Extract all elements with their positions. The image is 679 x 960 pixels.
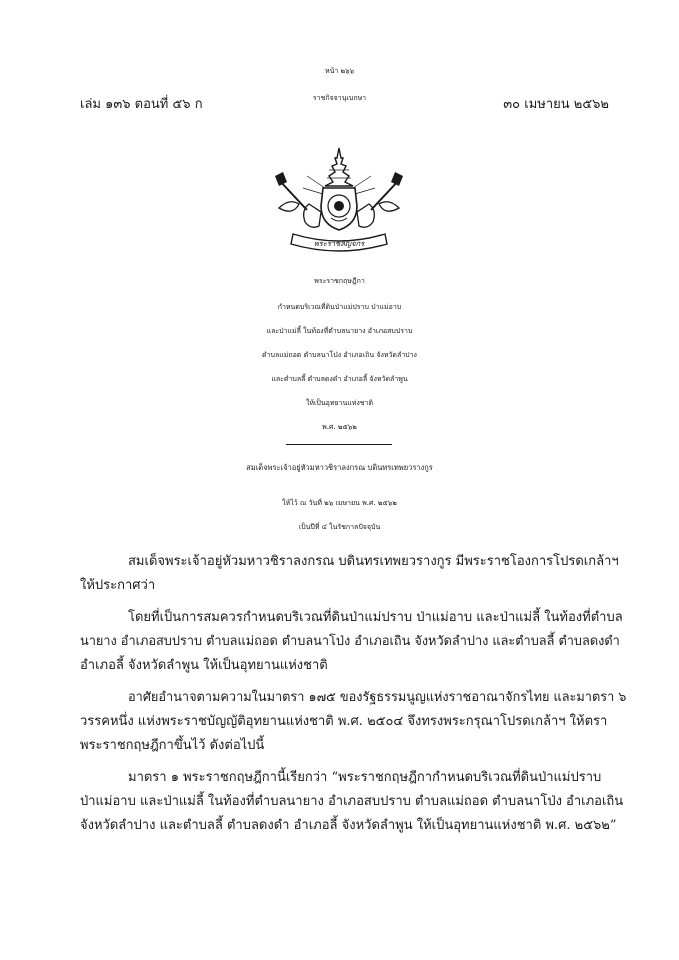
- volume-issue: เล่ม ๑๓๖ ตอนที่ ๕๖ ก: [80, 97, 203, 112]
- paragraph-line: นายาง อำเภอสบปราบ ตำบลแม่ถอด ตำบลนาโป่ง อำเภอเถิน จังหวัดลำปาง และตำบลลี้ ตำบลดงดำ: [80, 634, 620, 649]
- decree-subtitle-line: ให้เป็นอุทยานแห่งชาติ: [305, 399, 374, 407]
- decree-title: พระราชกฤษฎีกา: [314, 277, 365, 285]
- gazette-date: ๓๐ เมษายน ๒๕๖๒: [503, 97, 609, 112]
- paragraph-line: โดยที่เป็นการสมควรกำหนดบริเวณที่ดินป่าแม่ปราบ ป่าแม่อาบ และป่าแม่ลี้ ในท้องที่ตำบล: [128, 610, 623, 625]
- paragraph-line: ป่าแม่อาบ และป่าแม่ลี้ ในท้องที่ตำบลนายาง อำเภอสบปราบ ตำบลแม่ถอด ตำบลนาโป่ง อำเภอเถิน: [80, 794, 624, 809]
- page-number: หน้า ๒๖๖: [324, 67, 355, 75]
- king-name: สมเด็จพระเจ้าอยู่หัวมหาวชิราลงกรณ บดินทรเทพยวรางกูร: [246, 463, 433, 472]
- paragraph-line: สมเด็จพระเจ้าอยู่หัวมหาวชิราลงกรณ บดินทรเทพยวรางกูร มีพระราชโองการโปรดเกล้าฯ: [128, 554, 619, 569]
- decree-subtitle-line: กำหนดบริเวณที่ดินป่าแม่ปราบ ป่าแม่อาบ: [277, 303, 402, 311]
- paragraph-line: จังหวัดลำปาง และตำบลลี้ ตำบลดงดำ อำเภอลี้ จังหวัดลำพูน ให้เป็นอุทยานแห่งชาติ พ.ศ. ๒๕๖๒”: [80, 818, 617, 833]
- paragraph-line: อาศัยอำนาจตามความในมาตรา ๑๗๕ ของรัฐธรรมนูญแห่งราชอาณาจักรไทย และมาตรา ๖: [128, 690, 627, 705]
- title-divider: [286, 444, 392, 445]
- decree-subtitle-line: และตำบลลี้ ตำบลดงดำ อำเภอลี้ จังหวัดลำพูน: [271, 375, 408, 383]
- given-date: ให้ไว้ ณ วันที่ ๒๖ เมษายน พ.ศ. ๒๕๖๒: [282, 499, 397, 507]
- emblem-banner-text: พระราชลัญจกร: [313, 239, 365, 248]
- gazette-name: ราชกิจจานุเบกษา: [312, 94, 367, 102]
- paragraph-line: พระราชกฤษฎีกาขึ้นไว้ ดังต่อไปนี้: [80, 738, 265, 753]
- reign-year: เป็นปีที่ ๔ ในรัชกาลปัจจุบัน: [298, 523, 381, 531]
- paragraph-line: มาตรา ๑ พระราชกฤษฎีกานี้เรียกว่า “พระราชกฤษฎีกากำหนดบริเวณที่ดินป่าแม่ปราบ: [128, 770, 602, 785]
- paragraph-line: อำเภอลี้ จังหวัดลำพูน ให้เป็นอุทยานแห่งชาติ: [80, 658, 328, 673]
- decree-subtitle-line: ตำบลแม่ถอด ตำบลนาโป่ง อำเภอเถิน จังหวัดลำปาง: [262, 351, 417, 359]
- paragraph-line: วรรคหนึ่ง แห่งพระราชบัญญัติอุทยานแห่งชาติ พ.ศ. ๒๕๐๔ จึงทรงพระกรุณาโปรดเกล้าฯ ให้ตรา: [80, 714, 608, 729]
- paragraph-line: ให้ประกาศว่า: [80, 578, 156, 593]
- royal-garuda-emblem-icon: [271, 146, 407, 256]
- decree-subtitle-line: และป่าแม่ลี้ ในท้องที่ตำบลนายาง อำเภอสบปราบ: [266, 327, 413, 335]
- decree-year: พ.ศ. ๒๕๖๒: [322, 423, 357, 431]
